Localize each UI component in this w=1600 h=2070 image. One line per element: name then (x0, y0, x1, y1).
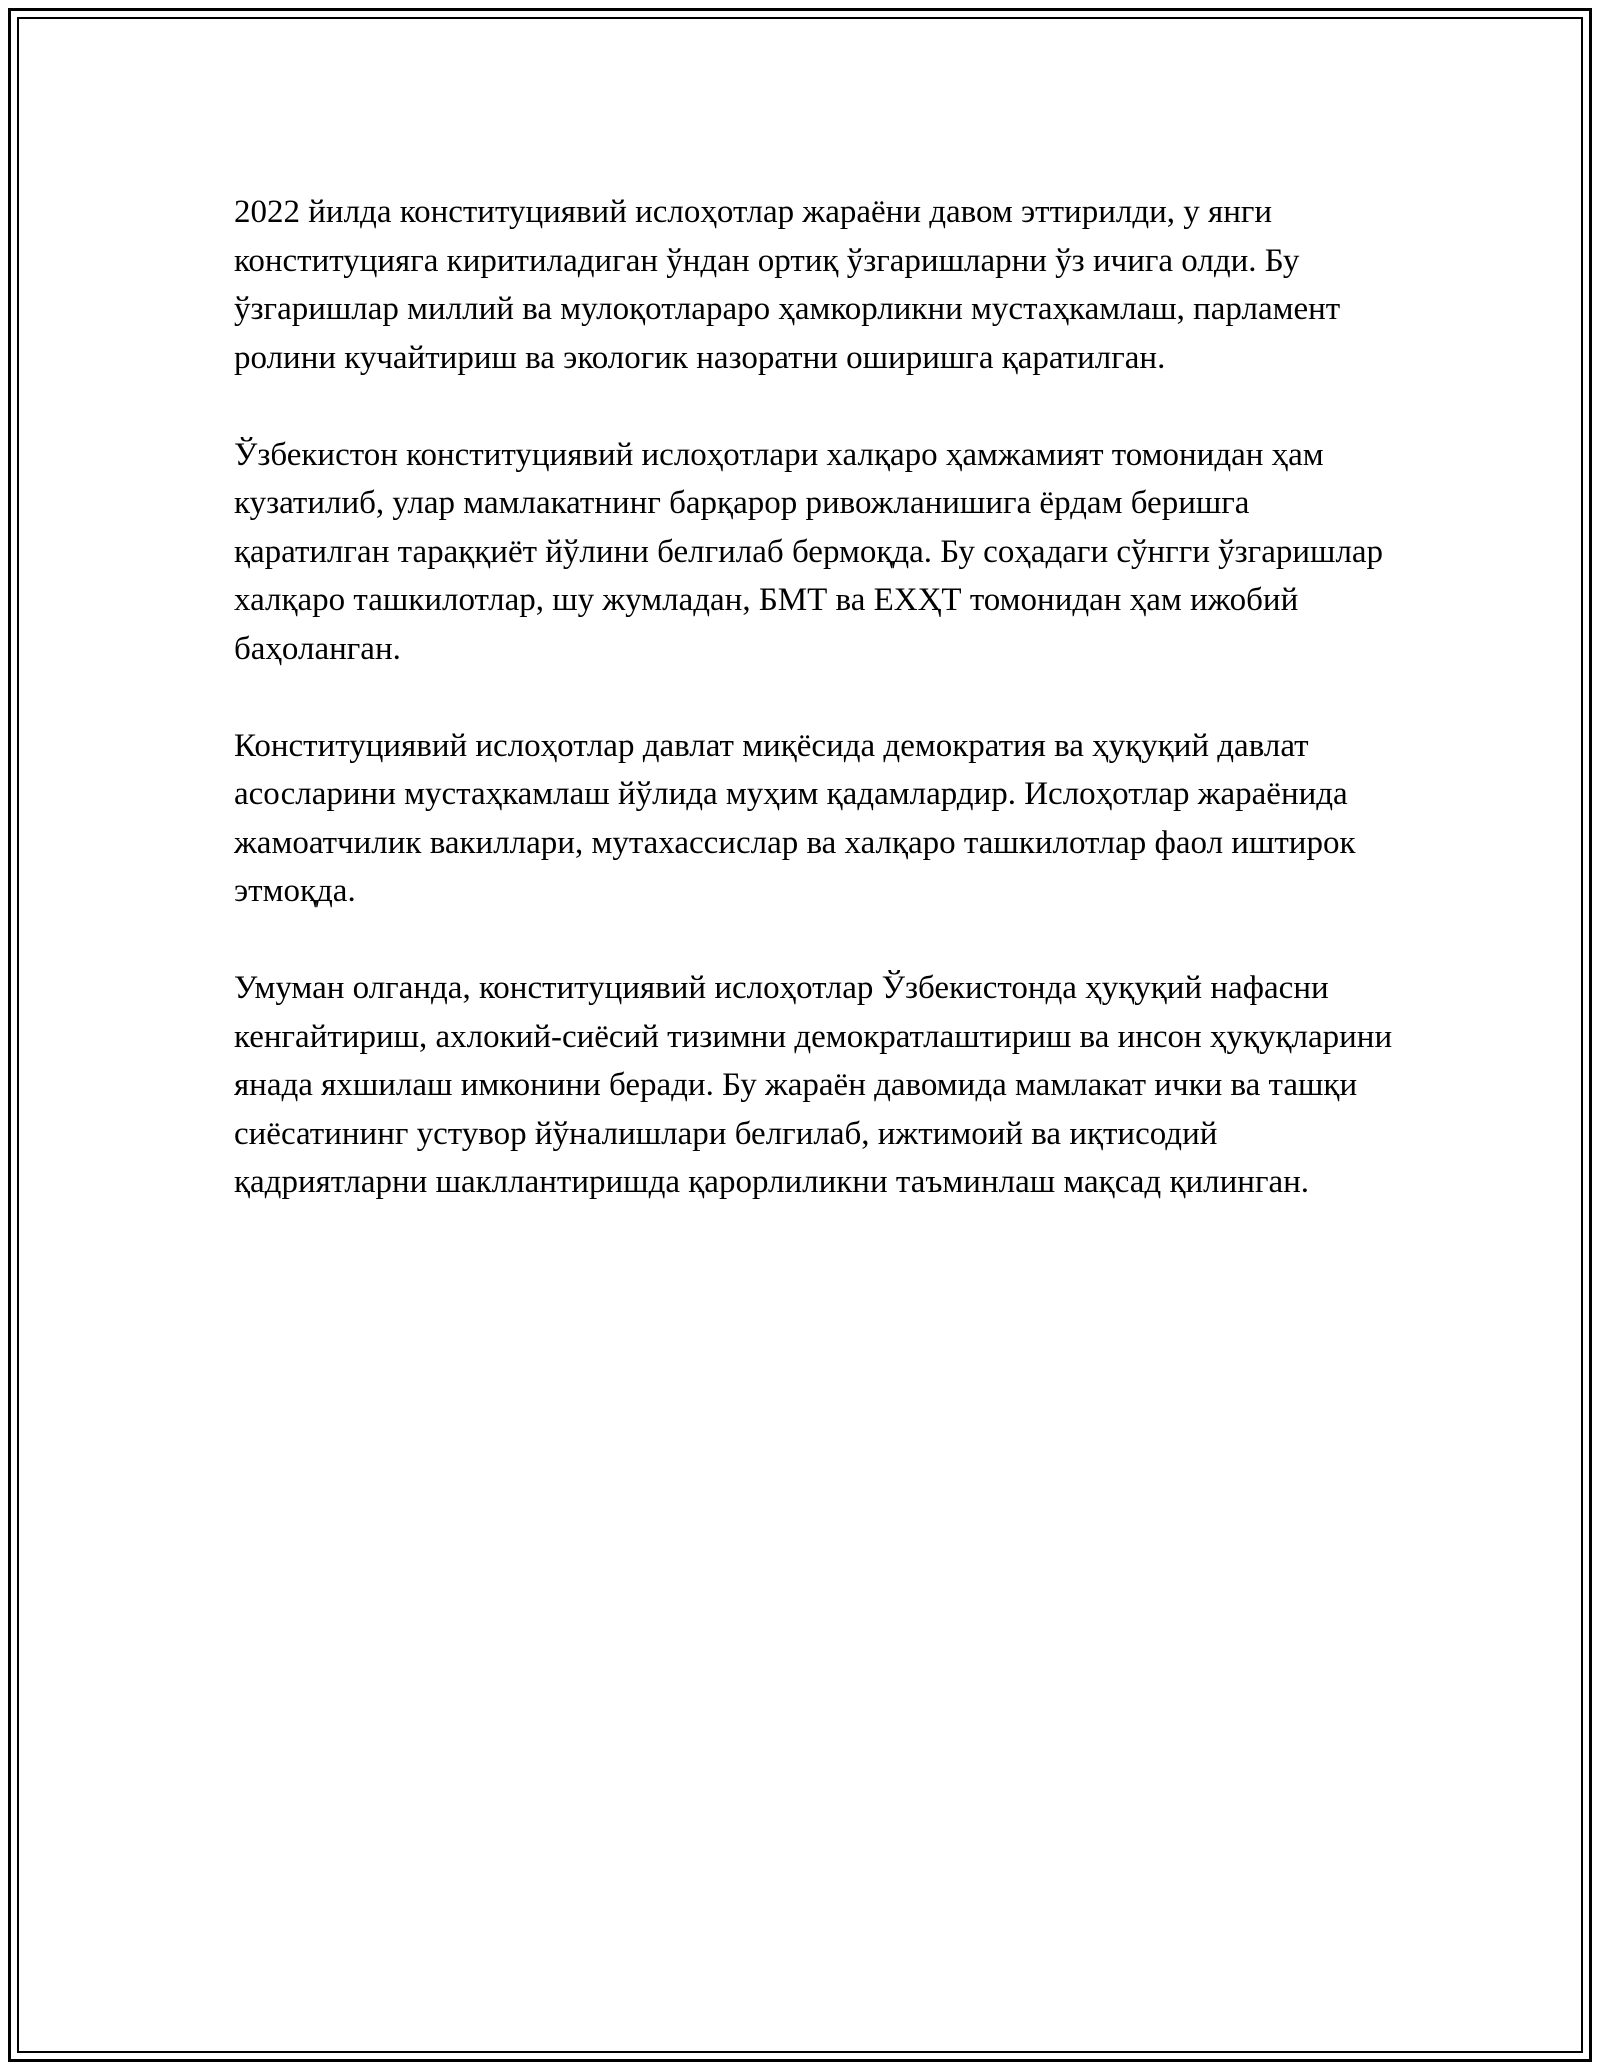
paragraph-1: 2022 йилда конституциявий ислоҳотлар жараёни давом эттирилди, у янги конституцияга киритиладиган ўндан ортиқ ўзгаришларни ўз ичига олди. Бу ўзгаришлар миллий ва мулоқотлараро ҳамкорликни мустаҳкамлаш, парламент ролини кучайтириш ва экологик назоратни оширишга қаратилган. (234, 194, 1341, 376)
paragraph-3: Конституциявий ислоҳотлар давлат миқёсида демократия ва ҳуқуқий давлат асосларини мустаҳкамлаш йўлида муҳим қадамлардир. Ислоҳотлар жараёнида жамоатчилик вакиллари, мутахассислар ва халқаро ташкилотлар фаол иштирок этмоқда. (234, 727, 1356, 909)
paragraph-4: Умуман олганда, конституциявий ислоҳотлар Ўзбекистонда ҳуқуқий нафасни кенгайтириш, ахлокий-сиёсий тизимни демократлаштириш ва инсон ҳуқуқларини янада яхшилаш имконини беради. Бу жараён давомида мамлакат ички ва ташқи сиёсатининг устувор йўналишлари белгилаб, ижтимоий ва иқтисодий қадриятларни шакллантиришда қарорлиликни таъминлаш мақсад қилинган. (234, 970, 1393, 1200)
paragraph-2: Ўзбекистон конституциявий ислоҳотлари халқаро ҳамжамият томонидан ҳам кузатилиб, улар мамлакатнинг барқарор ривожланишига ёрдам беришга қаратилган тараққиёт йўлини белгилаб бермоқда. Бу соҳадаги сўнгги ўзгаришлар халқаро ташкилотлар, шу жумладан, БМТ ва ЕХҲТ томонидан ҳам ижобий баҳоланган. (234, 436, 1384, 667)
document-body (234, 188, 1394, 1255)
